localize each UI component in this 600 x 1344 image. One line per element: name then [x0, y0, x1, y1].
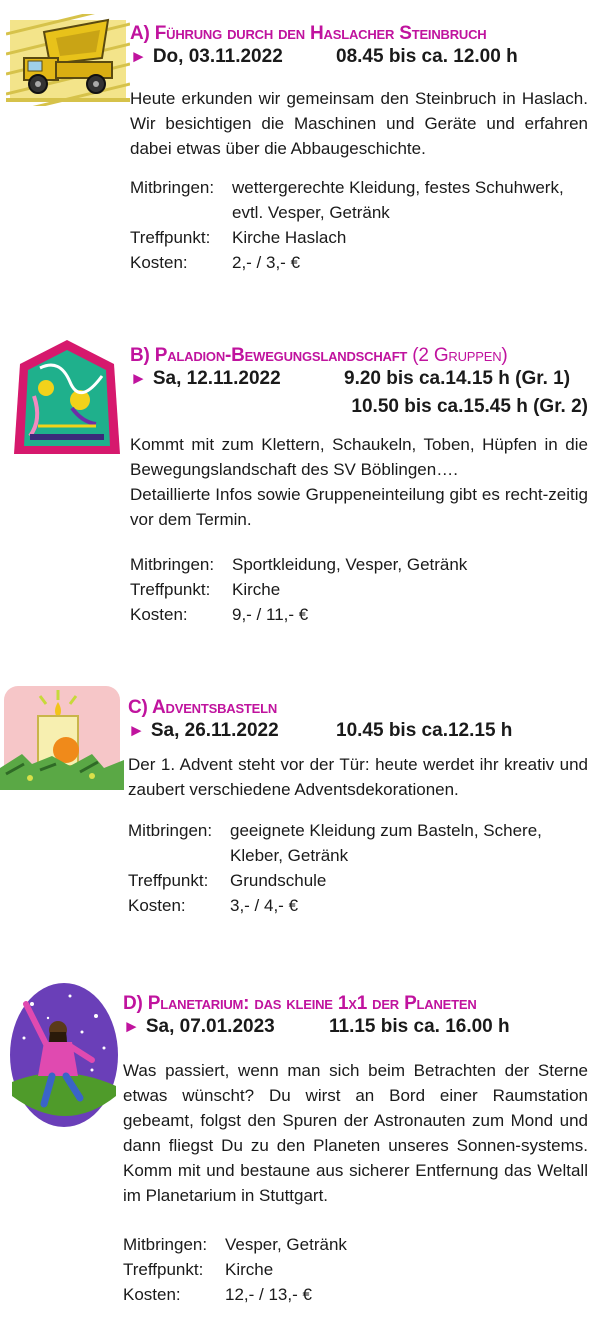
event-details — [130, 552, 588, 627]
event-date-row — [123, 1016, 588, 1044]
detail-mitbringen: Mitbringen: geeignete Kleidung zum Basteln, Schere, Kleber, Getränk — [128, 821, 542, 865]
event-description: Was passiert, wenn man sich beim Betrachten der Sterne etwas wünscht? Du wirst an Bord einer Raumstation gebeamt, folgst den Spuren der Astronauten zum Mond und dann fliegst Du zu den Planeten unseres Sonnen-systems. Komm mit und bestaune aus sicherer Entfernung das Weltall im Planetarium in Stuttgart. — [123, 1061, 588, 1205]
event-label: B) — [130, 345, 155, 366]
event-description: Heute erkunden wir gemeinsam den Steinbruch in Haslach. Wir besichtigen die Maschinen und Geräte und erfahren dabei etwas über die Abbaugeschichte. — [130, 89, 588, 158]
event-day-date: Do, 03.11.2022 — [152, 46, 283, 67]
event-date-row — [128, 720, 588, 748]
detail-kosten: Kosten: 3,- / 4,- € — [128, 896, 299, 915]
advent-candle-icon — [0, 686, 124, 790]
event-date-row — [130, 368, 588, 396]
event-day-date: Sa, 07.01.2023 — [145, 1016, 275, 1037]
detail-treffpunkt: Treffpunkt: Kirche — [123, 1260, 274, 1279]
stargazer-icon — [8, 982, 120, 1128]
event-title: A) Führung durch den Haslacher Steinbruch — [130, 23, 487, 44]
event-label: D) — [123, 993, 148, 1014]
event-title: D) Planetarium: das kleine 1x1 der Planeten — [123, 993, 477, 1014]
event-c-content — [128, 696, 588, 918]
event-details — [130, 175, 588, 275]
event-details — [123, 1232, 588, 1307]
detail-treffpunkt: Treffpunkt: Grundschule — [128, 871, 327, 890]
gymnastics-icon — [10, 338, 124, 456]
event-d-content — [123, 992, 588, 1307]
event-time: 11.15 bis ca. 16.00 h — [329, 1016, 510, 1037]
play-arrow-icon: ► — [123, 1017, 140, 1036]
detail-treffpunkt: Treffpunkt: Kirche Haslach — [130, 228, 347, 247]
play-arrow-icon: ► — [130, 369, 147, 388]
event-time: 08.45 bis ca. 12.00 h — [336, 46, 518, 67]
event-b-content — [130, 344, 588, 627]
dump-truck-icon — [6, 14, 130, 106]
event-label: A) — [130, 23, 155, 44]
event-date-row — [130, 46, 588, 74]
detail-mitbringen: Mitbringen: Sportkleidung, Vesper, Getränk — [130, 555, 468, 574]
event-time: 10.45 bis ca.12.15 h — [336, 720, 513, 741]
detail-kosten: Kosten: 9,- / 11,- € — [130, 605, 309, 624]
event-day-date: Sa, 26.11.2022 — [150, 720, 279, 741]
event-description: Der 1. Advent steht vor der Tür: heute werdet ihr kreativ und zaubert verschiedene Adventsdekorationen. — [128, 755, 588, 799]
event-label: C) — [128, 697, 153, 718]
event-day-date: Sa, 12.11.2022 — [152, 368, 281, 389]
event-a-content — [130, 22, 588, 275]
detail-mitbringen: Mitbringen: wettergerechte Kleidung, festes Schuhwerk, evtl. Vesper, Getränk — [130, 178, 564, 222]
event-time-group-1: 9.20 bis ca.14.15 h (Gr. 1) — [344, 368, 571, 389]
detail-treffpunkt: Treffpunkt: Kirche — [130, 580, 281, 599]
event-description: Kommt mit zum Klettern, Schaukeln, Toben, Hüpfen in die Bewegungslandschaft des SV Böblingen…. Detaillierte Infos sowie Gruppeneinteilung gibt es recht-zeitig vor dem Termin. — [130, 435, 588, 529]
event-time-group-2: 10.50 bis ca.15.45 h (Gr. 2) — [351, 396, 588, 417]
detail-mitbringen: Mitbringen: Vesper, Getränk — [123, 1235, 347, 1254]
detail-kosten: Kosten: 12,- / 13,- € — [123, 1285, 312, 1304]
detail-kosten: Kosten: 2,- / 3,- € — [130, 253, 301, 272]
play-arrow-icon: ► — [130, 47, 147, 66]
event-details — [128, 818, 588, 918]
play-arrow-icon: ► — [128, 721, 145, 740]
event-title: C) Adventsbasteln — [128, 697, 278, 718]
event-title: B) Paladion-Bewegungslandschaft (2 Gruppen) — [130, 345, 508, 366]
